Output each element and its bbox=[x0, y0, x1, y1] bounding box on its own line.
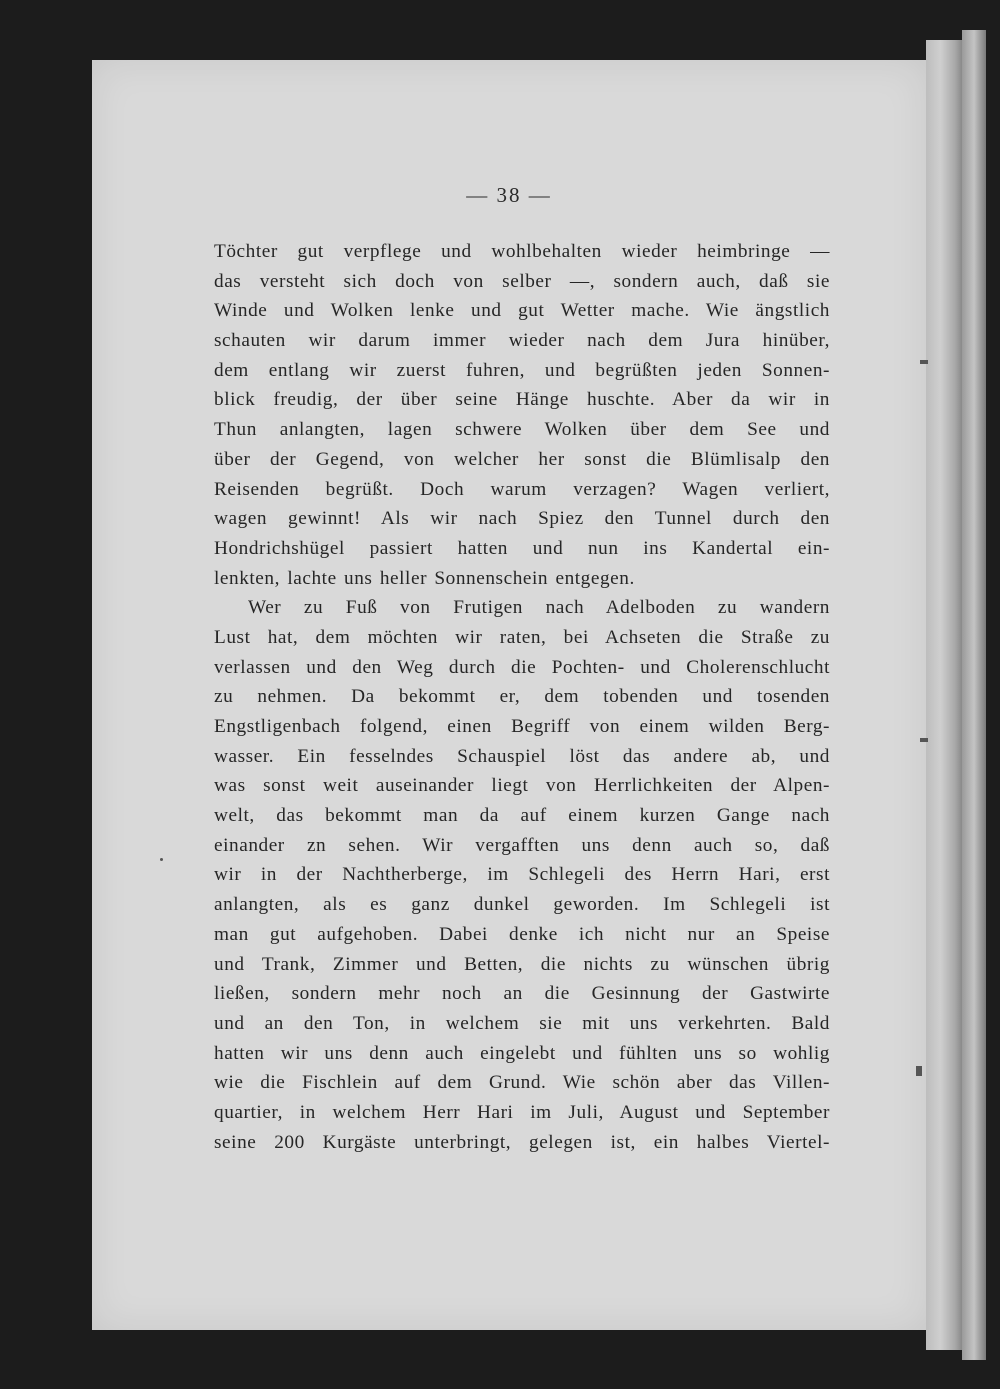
text-line: dem entlang wir zuerst fuhren, und begrüßten jeden Sonnen- bbox=[214, 359, 830, 381]
text-line: und an den Ton, in welchem sie mit uns verkehrten. Bald bbox=[214, 1012, 830, 1034]
text-line: schauten wir darum immer wieder nach dem Jura hinüber, bbox=[214, 330, 830, 352]
text-line: über der Gegend, von welcher her sonst die Blümlisalp den bbox=[214, 448, 830, 470]
text-line: Hondrichshügel passiert hatten und nun ins Kandertal ein- bbox=[214, 537, 830, 559]
text-line: wagen gewinnt! Als wir nach Spiez den Tunnel durch den bbox=[214, 508, 830, 530]
page-number: — 38 — bbox=[466, 183, 552, 207]
text-line: einander zn sehen. Wir vergafften uns denn auch so, daß bbox=[214, 834, 830, 856]
edge-mark bbox=[920, 738, 928, 742]
text-line: was sonst weit auseinander liegt von Herrlichkeiten der Alpen- bbox=[214, 775, 830, 797]
text-line: wasser. Ein fesselndes Schauspiel löst das andere ab, und bbox=[214, 745, 830, 767]
text-line: lenkten, lachte uns heller Sonnenschein entgegen. bbox=[214, 567, 635, 589]
text-line: wie die Fischlein auf dem Grund. Wie schön aber das Villen- bbox=[214, 1072, 830, 1094]
text-line: das versteht sich doch von selber —, sondern auch, daß sie bbox=[214, 270, 830, 292]
dust-speck bbox=[160, 858, 163, 861]
edge-mark bbox=[916, 1066, 922, 1076]
text-line: wir in der Nachtherberge, im Schlegeli des Herrn Hari, erst bbox=[214, 864, 830, 886]
text-line: Wer zu Fuß von Frutigen nach Adelboden zu wandern bbox=[248, 597, 830, 619]
text-line: Engstligenbach folgend, einen Begriff von einem wilden Berg- bbox=[214, 716, 830, 737]
text-line: quartier, in welchem Herr Hari im Juli, August und September bbox=[214, 1101, 830, 1123]
body-text bbox=[214, 237, 830, 1157]
text-line: zu nehmen. Da bekommt er, dem tobenden und tosenden bbox=[214, 686, 830, 708]
edge-mark bbox=[920, 360, 928, 364]
text-line: verlassen und den Weg durch die Pochten- und Cholerenschlucht bbox=[214, 656, 830, 678]
text-line: blick freudig, der über seine Hänge huschte. Aber da wir in bbox=[214, 389, 830, 411]
text-line: Töchter gut verpflege und wohlbehalten wieder heimbringe — bbox=[214, 241, 830, 262]
book-spine-edge bbox=[962, 30, 986, 1360]
text-line: ließen, sondern mehr noch an die Gesinnung der Gastwirte bbox=[214, 983, 830, 1005]
text-line: Reisenden begrüßt. Doch warum verzagen? Wagen verliert, bbox=[214, 478, 830, 500]
text-line: man gut aufgehoben. Dabei denke ich nicht nur an Speise bbox=[214, 923, 830, 945]
text-line: welt, das bekommt man da auf einem kurzen Gange nach bbox=[214, 805, 830, 827]
text-line: seine 200 Kurgäste unterbringt, gelegen ist, ein halbes Viertel- bbox=[214, 1131, 830, 1153]
text-line: Thun anlangten, lagen schwere Wolken über dem See und bbox=[214, 419, 830, 441]
text-line: anlangten, als es ganz dunkel geworden. Im Schlegeli ist bbox=[214, 894, 830, 916]
page-stack-edge bbox=[926, 40, 962, 1350]
text-line: und Trank, Zimmer und Betten, die nichts zu wünschen übrig bbox=[214, 953, 830, 975]
text-line: Winde und Wolken lenke und gut Wetter mache. Wie ängstlich bbox=[214, 300, 830, 322]
text-line: hatten wir uns denn auch eingelebt und fühlten uns so wohlig bbox=[214, 1042, 830, 1064]
text-line: Lust hat, dem möchten wir raten, bei Achseten die Straße zu bbox=[214, 626, 830, 648]
